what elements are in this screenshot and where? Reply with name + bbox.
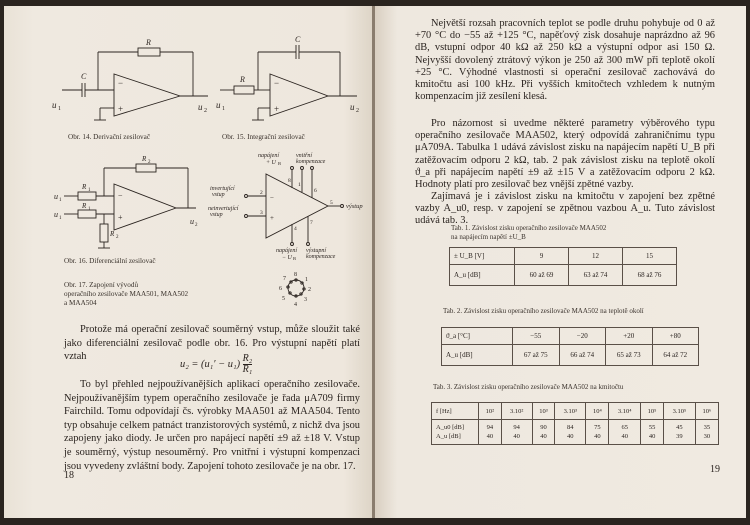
left-paragraph-2: To byl přehled nejpoužívanějších aplikací operačního zesilovače. Nejpoužívanějším typem operačního zesilovače je řada μA709 firmy Fairchild. Tomu odpovídají čs. výrobky MAA501 až MAA504. Tento typ obsahuje celkem patnáct tranzistorových systémů, z nichž dva jsou zapojeny jako diody. Je určen pro napájecí napětí ±9 až ±18 V. Vstup je souměrný, výstup nesouměrný. Pro vnitřní i výstupní kompenzaci jsou vyvedeny zvláštní body. Zapojení tohoto zesilovače je na obr. 17.	[64, 379, 360, 472]
label-minus: −	[118, 78, 124, 88]
book-spread	[4, 6, 746, 518]
label-R2b-sub: 2	[116, 235, 119, 240]
formula-denominator: R₁	[242, 364, 253, 375]
table-cell: ± U_B [V]	[450, 248, 515, 265]
socket-pin-7: 7	[283, 276, 286, 282]
pin-label-4: 4	[294, 226, 297, 232]
pin-label-8: 8	[288, 178, 291, 184]
table-cell: +20	[606, 328, 653, 345]
table-row	[442, 328, 699, 345]
label-u1: u	[52, 100, 57, 110]
fig16-caption: Obr. 16. Diferenciální zesilovač	[64, 257, 156, 265]
cell-line: 94	[513, 424, 520, 431]
table-cell: −55	[513, 328, 560, 345]
socket-pin-6: 6	[279, 286, 282, 292]
cell-line: 40	[486, 433, 494, 440]
formula-lhs: u₂ = (u₁′ − u₁)	[180, 358, 241, 370]
label-u1-15: u	[216, 100, 221, 110]
fig17-pinout-diagram	[208, 152, 370, 310]
label-minus-15: −	[274, 78, 280, 88]
page-number-left: 18	[64, 470, 74, 481]
socket-pin-2: 2	[308, 287, 311, 293]
table-cell	[479, 420, 502, 445]
socket-pin-5: 5	[282, 296, 285, 302]
cell-line: 75	[594, 424, 601, 431]
label-R2-sub: 2	[148, 160, 151, 165]
table-row	[432, 420, 719, 445]
tab1-caption	[451, 224, 606, 242]
label-R1b-sub: 1	[88, 207, 91, 212]
label-napajeni-top: napájení	[258, 153, 279, 159]
table-cell	[695, 420, 718, 445]
tab1-caption-line1: Tab. 1. Závislost zisku operačního zesilovače MAA502	[451, 224, 607, 232]
label-vstup2: vstup	[210, 212, 223, 218]
label-plus-17: +	[270, 214, 274, 222]
table-cell: 67 až 75	[513, 345, 560, 366]
label-minus-ub-sub: B	[293, 256, 297, 261]
cell-line: 84	[567, 424, 574, 431]
label-R2b: R	[110, 230, 115, 238]
table-cell: 10⁴	[586, 403, 609, 420]
page-number-right: 19	[710, 464, 720, 475]
table-cell: 15	[623, 248, 677, 265]
label-u1: u	[54, 210, 58, 219]
label-R1b: R	[82, 202, 87, 210]
table-cell: 3.10⁵	[664, 403, 695, 420]
table-cell: 3.10⁴	[609, 403, 640, 420]
formula-numerator: R₂	[242, 353, 253, 364]
label-u1prime-sub: 1	[59, 198, 62, 203]
cell-line: 40	[594, 433, 601, 440]
socket-pin-3: 3	[304, 297, 307, 303]
socket-pin-4: 4	[294, 302, 297, 308]
fig16-differential-circuit	[54, 154, 204, 254]
table-cell	[501, 420, 532, 445]
right-paragraph-3: Zajímavá je i závislost zisku na kmitočtu v zapojení bez zpětné vazby A_u0, resp. v zapojení se zpětnou vazbou A_u. Tuto závislost udává tab. 3.	[415, 191, 715, 227]
pin-label-7: 7	[310, 220, 313, 226]
table-cell: A_u [dB]	[450, 265, 515, 286]
cell-line: 94	[486, 424, 494, 431]
label-u2-16: u	[190, 217, 194, 226]
table-cell: 66 až 74	[559, 345, 606, 366]
table-row	[432, 403, 719, 420]
label-plus-16: +	[118, 213, 123, 222]
fig14-differentiator-circuit	[48, 34, 223, 130]
pin-label-6: 6	[314, 188, 317, 194]
table-row	[442, 345, 699, 366]
table-cell: ϑ_a [°C]	[442, 328, 513, 345]
label-u2-15-sub: 2	[356, 108, 359, 114]
label-invertujici: invertující	[210, 186, 235, 192]
table-cell: 10⁵	[640, 403, 663, 420]
pin-label-2: 2	[260, 190, 263, 196]
cell-line: 65	[621, 424, 628, 431]
table-cell	[432, 420, 479, 445]
right-paragraph-1: Největší rozsah pracovních teplot se podle druhu pohybuje od 0 až +70 °C do −55 až +125 °C, napěťový zisk dosahuje naprázdno až 96 dB, vstupní odpor 40 kΩ až 250 kΩ a výstupní odpor asi 150 Ω. Nejvyšší dovolený ztrátový výkon je 250 až 300 mW při teplotě okolí +25 °C. Výhodné vlastnosti si operační zesilovač zachovává do kmitočtu asi 100 kHz. Při vyšších kmitočtech vzhledem k nutným kompenzacím již zesílení klesá.	[415, 18, 715, 103]
label-C-15: C	[295, 35, 301, 44]
table-cell	[586, 420, 609, 445]
label-u2-16-sub: 2	[195, 223, 198, 228]
table-cell: 60 až 69	[515, 265, 569, 286]
cell-line: 35	[703, 424, 711, 431]
pin-label-3: 3	[260, 210, 263, 216]
label-u1-sub: 1	[58, 106, 61, 112]
fig17-caption	[64, 281, 214, 308]
label-plus-ub: + U	[266, 160, 276, 166]
left-page	[4, 6, 373, 518]
formula	[180, 354, 252, 375]
table-cell: 64 až 72	[652, 345, 699, 366]
label-minus-17: −	[270, 194, 274, 202]
socket-pin-1: 1	[305, 277, 308, 283]
label-u2-15: u	[350, 102, 355, 112]
label-vystup: výstup	[346, 203, 363, 210]
table-cell: 10⁶	[695, 403, 718, 420]
fig17-caption-line1: Obr. 17. Zapojení vývodů	[64, 281, 139, 289]
table-cell: 12	[569, 248, 623, 265]
right-paragraph-2: Pro názornost si uvedme některé parametry výběrového typu operačního zesilovače MAA502, který odpovídá zahraničnímu typu μA709A. Tabulka 1 udává závislost zisku na napájecím napětí U_B při zatěžovacím odporu 2 kΩ, tab. 2 pak závislost zisku na teplotě okolí ϑ_a při napájecím napětí ±9 až ±15 V a zatěžovacím odporu 2 kΩ. Hodnoty platí pro zesilovač bez vnější zpětné vazby.	[415, 118, 715, 191]
table-cell: 65 až 73	[606, 345, 653, 366]
label-napajeni-bot: napájení	[276, 248, 297, 254]
pin-label-1: 1	[298, 182, 301, 188]
table-cell: 68 až 76	[623, 265, 677, 286]
fig14-caption: Obr. 14. Derivační zesilovač	[68, 133, 151, 141]
table-cell: 3.10²	[501, 403, 532, 420]
label-u1-15-sub: 1	[222, 106, 225, 112]
table-cell: 10²	[479, 403, 502, 420]
table-cell	[640, 420, 663, 445]
table-cell	[532, 420, 555, 445]
fig17-caption-line2: operačního zesilovače MAA501, MAA502	[64, 290, 189, 298]
label-R1: R	[82, 183, 87, 191]
table-row	[450, 248, 677, 265]
tab3-caption: Tab. 3. Závislost zisku operačního zesilovače MAA502 na kmitočtu	[433, 383, 624, 391]
label-kompenzace2: kompenzace	[306, 254, 336, 260]
label-u2: u	[198, 102, 203, 112]
label-vystupni: výstupní	[306, 248, 326, 254]
label-u1prime: u	[54, 192, 58, 201]
label-u2-sub: 2	[204, 108, 207, 114]
label-R-15: R	[240, 75, 245, 84]
table-1	[449, 247, 677, 286]
cell-line: 40	[513, 433, 520, 440]
cell-line: 45	[676, 424, 683, 431]
cell-line: 90	[540, 424, 547, 431]
table-3	[431, 402, 719, 445]
pin-label-5: 5	[330, 200, 333, 206]
label-C: C	[81, 72, 87, 81]
label-R: R	[146, 38, 151, 47]
label-minus-16: −	[118, 191, 123, 200]
label-R2: R	[142, 155, 147, 163]
fig15-integrator-circuit	[212, 34, 372, 130]
cell-line: 40	[648, 433, 656, 440]
cell-line: A_u [dB]	[436, 433, 461, 440]
table-cell: 63 až 74	[569, 265, 623, 286]
cell-line: 55	[648, 424, 656, 431]
table-cell: 10³	[532, 403, 555, 420]
cell-line: A_u0 [dB]	[436, 424, 464, 431]
label-plus-ub-sub: B	[278, 161, 282, 166]
label-neinvertujici: neinvertující	[208, 206, 239, 212]
label-kompenzace: kompenzace	[296, 159, 326, 165]
fig17-caption-line3: a MAA504	[64, 299, 97, 307]
table-cell: +80	[652, 328, 699, 345]
table-cell	[609, 420, 640, 445]
cell-line: 40	[621, 433, 628, 440]
table-cell	[664, 420, 695, 445]
cell-line: 40	[540, 433, 547, 440]
table-cell: A_u [dB]	[442, 345, 513, 366]
table-2	[441, 327, 699, 366]
right-page	[375, 6, 746, 518]
label-vstup: vstup	[212, 192, 225, 198]
table-cell: −20	[559, 328, 606, 345]
label-plus-15: +	[274, 104, 280, 114]
table-row	[450, 265, 677, 286]
tab1-caption-line2: na napájecím napětí ±U_B	[451, 233, 526, 241]
cell-line: 40	[567, 433, 574, 440]
table-cell: 9	[515, 248, 569, 265]
cell-line: 39	[676, 433, 683, 440]
formula-fraction	[243, 354, 253, 375]
label-vnitrni: vnitřní	[296, 153, 312, 159]
cell-line: 30	[703, 433, 711, 440]
table-cell: 3.10³	[555, 403, 586, 420]
table-cell	[555, 420, 586, 445]
label-u1-sub-16: 1	[59, 216, 62, 221]
table-cell: f [Hz]	[432, 403, 479, 420]
label-R1-sub: 1	[88, 188, 91, 193]
socket-pin-8: 8	[294, 272, 297, 278]
left-paragraph-1: Protože má operační zesilovač souměrný vstup, může sloužit také jako diferenciální zesilovač podle obr. 16. Pro výstupní napětí platí vztah	[64, 324, 360, 363]
label-minus-ub: − U	[282, 255, 292, 261]
label-plus: +	[118, 104, 124, 114]
fig15-caption: Obr. 15. Integrační zesilovač	[222, 133, 305, 141]
tab2-caption: Tab. 2. Závislost zisku operačního zesilovače MAA502 na teplotě okolí	[443, 307, 644, 315]
